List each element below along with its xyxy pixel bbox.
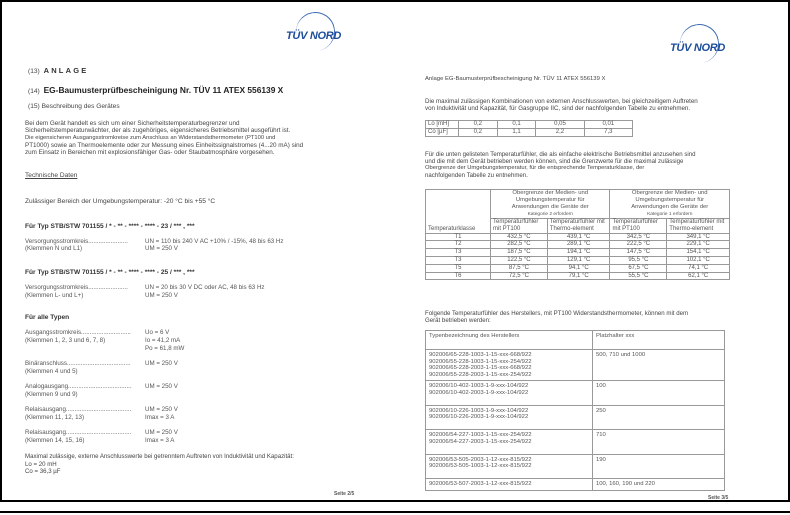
binary-input-terminals: (Klemmen 4 und 5) <box>25 368 78 375</box>
type-designation: 902006/65-228-1003-1-15-xxx-668/922 <box>429 352 532 358</box>
temperature-value-cell: 102,1 °C <box>667 256 730 264</box>
placeholder-value-cell: 190 <box>593 454 725 479</box>
type-designation: 902006/10-402-1003-1-9-xxx-104/922 <box>429 383 529 389</box>
type-25-heading: Für Typ STB/STW 701155 / * - ** - **** - **** - 25 / *** , *** <box>25 269 195 276</box>
manufacturer-sensor-table <box>425 330 725 491</box>
section-14-heading: (14) EG-Baumusterprüfbescheinigung Nr. TÜV 11 ATEX 556139 X <box>28 85 284 95</box>
table-row <box>426 381 725 406</box>
temperature-value-cell: 349,1 °C <box>667 233 730 241</box>
table-header-row <box>426 190 730 219</box>
binary-input: Binäranschluss..................................... UM = 250 V <box>25 360 178 367</box>
page-number: Seite 3/5 <box>708 495 729 501</box>
section-13-heading: (13) ANLAGE <box>28 66 89 75</box>
all-types-heading: Für alle Typen <box>25 314 70 321</box>
temperature-intro: Für die unten gelisteten Temperaturfühler, die als einfache elektrische Betriebsmittel anzusehen sind und die mit dem Gerät betrieben werden können, sind die Grenzwerte für die maximal zulässige Obergrenze der Umgebungstemperatur, für die entsprechende Temperaturklasse, der nachfolgenden Tabelle zu entnehmen. <box>425 151 696 179</box>
table-row <box>426 241 730 249</box>
relay-output-1-terminals: (Klemmen 11, 12, 13) Imax = 3 A <box>25 414 175 421</box>
technical-data-heading: Technische Daten <box>25 172 78 179</box>
temperature-value-cell: 74,1 °C <box>667 264 730 272</box>
col-thermo: Temperaturfühler mit Thermo-element <box>667 219 730 234</box>
placeholder-value-cell: 710 <box>593 430 725 455</box>
col-pt100: Temperaturfühler mit PT100 <box>610 219 667 234</box>
page-2 <box>4 2 397 500</box>
temperature-value-cell: 79,1 °C <box>547 272 610 280</box>
output-circuit-power: Po = 61,8 mW <box>145 345 185 352</box>
table-row <box>426 454 725 479</box>
ambient-temperature: Zulässiger Bereich der Umgebungstemperatur: -20 °C bis +55 °C <box>25 198 216 205</box>
relay-output-2-terminals: (Klemmen 14, 15, 16) Imax = 3 A <box>25 437 175 444</box>
temperature-value-cell: 282,5 °C <box>491 241 548 249</box>
type-designation: 902006/55-228-1003-1-15-xxx-254/922 <box>429 358 532 365</box>
col-temperature-class: Temperaturklasse <box>426 190 491 234</box>
col-placeholder: Platzhalter xxx <box>593 331 725 350</box>
placeholder-value-cell: 500, 710 und 1000 <box>593 350 725 381</box>
table-row <box>426 264 730 272</box>
temperature-value-cell: 187,5 °C <box>491 249 548 257</box>
type-designation: 902006/10-226-1003-1-9-xxx-104/922 <box>429 407 529 414</box>
col-thermo: Temperaturfühler mit Thermo-element <box>547 219 610 234</box>
category-1-header: Obergrenze der Medien- und Umgebungstemperatur für Anwendungen die Geräte der Kategorie 1 erfordern <box>610 190 730 219</box>
logo-arc-icon <box>293 9 338 54</box>
temperature-value-cell: 154,1 °C <box>667 249 730 257</box>
temperature-value-cell: 194,1 °C <box>547 249 610 257</box>
type-25-terminals: (Klemmen L- und L+) UM = 250 V <box>25 292 178 299</box>
max-values-text: Maximal zulässige, externe Anschlusswerte bei getrenntem Auftreten von Induktivität und Kapazität: <box>25 453 294 460</box>
max-co: Co = 36,3 µF <box>25 468 61 475</box>
device-description: Bei dem Gerät handelt es sich um einer Sicherheitstemperaturbegrenzer und Sicherheitstemperaturwächter, der als zugehöriges, eigensicheres Betriebsmittel ausgeführt ist. Die eigensicheren Ausgangsstromkreise zum Anschluss an Widerstandsthermometer (PT100 und PT1000) sowie an Thermoelemente oder zur Messung eines Einheitssignalstromes (4...20 mA) sind zum Einsatz in Bereichen mit explosionsfähiger Gas- oder Staubatmosphäre vorgesehen. <box>25 120 304 157</box>
temperature-value-cell: 289,1 °C <box>547 241 610 249</box>
temperature-value-cell: 55,5 °C <box>610 272 667 280</box>
table-row <box>426 350 725 381</box>
max-lo: Lo = 20 mH <box>25 461 57 468</box>
table-row <box>426 272 730 280</box>
type-23-terminals: (Klemmen N und L1) UM = 250 V <box>25 245 178 252</box>
table-row <box>426 249 730 257</box>
type-designation-cell <box>426 454 593 479</box>
type-designation: 902006/54-227-1003-1-15-xxx-254/922 <box>429 432 532 438</box>
relay-output-1: Relaisausgang...................................... UM = 250 V <box>25 406 178 413</box>
table-row <box>426 405 725 430</box>
table-row <box>426 256 730 264</box>
page-header: Anlage EG-Baumusterprüfbescheinigung Nr. TÜV 11 ATEX 556139 X <box>425 76 606 82</box>
table-row: Co [µF] 0,2 1,1 2,2 7,3 <box>426 129 633 137</box>
temperature-class-cell: T3 <box>426 249 491 257</box>
table-header-row <box>426 331 725 350</box>
type-23-supply: Versorgungsstromkreis....................... UN = 110 bis 240 V AC +10% / -15%, 48 bis 63 Hz <box>25 238 284 245</box>
placeholder-value-cell: 100, 160, 190 und 220 <box>593 479 725 491</box>
placeholder-value-cell: 100 <box>593 381 725 406</box>
temperature-class-cell: T6 <box>426 272 491 280</box>
temperature-value-cell: 439,1 °C <box>547 233 610 241</box>
type-25-supply: Versorgungsstromkreis....................... UN = 20 bis 30 V DC oder AC, 48 bis 63 Hz <box>25 284 265 291</box>
temperature-value-cell: 87,5 °C <box>491 264 548 272</box>
temperature-value-cell: 62,1 °C <box>667 272 730 280</box>
lc-intro: Die maximal zulässigen Kombinationen von externen Anschlusswerten, bei gleichzeitigem Auftreten von Induktivität und Kapazität, für Gasgruppe IIC, sind der nachfolgenden Tabelle zu entnehmen. <box>425 98 698 113</box>
type-designation-cell <box>426 405 593 430</box>
table-row: Lo [mH] 0,2 0,1 0,05 0,01 <box>426 121 633 129</box>
type-23-heading: Für Typ STB/STW 701155 / * - ** - **** - **** - 23 / *** , *** <box>25 223 195 230</box>
type-designation-cell <box>426 350 593 381</box>
manufacturer-intro: Folgende Temperaturfühler des Herstellers, mit PT100 Widerstandsthermometer, können mit dem Gerät betrieben werden: <box>425 310 689 324</box>
output-circuit: Ausgangsstromkreis............................. Uo = 6 V <box>25 329 170 336</box>
analog-output-terminals: (Klemmen 9 und 9) <box>25 391 78 398</box>
temperature-value-cell: 72,5 °C <box>491 272 548 280</box>
type-designation-cell <box>426 430 593 455</box>
type-designation: 902006/53-505-1003-1-12-xxx-815/922 <box>429 463 532 469</box>
type-designation: 902006/10-226-2003-1-9-xxx-104/922 <box>429 414 529 420</box>
temperature-class-cell: T1 <box>426 233 491 241</box>
page-number: Seite 2/5 <box>334 491 355 497</box>
type-designation: 902006/54-227-2003-1-15-xxx-254/922 <box>429 438 532 445</box>
section-15-heading: (15) Beschreibung des Gerätes <box>28 103 120 110</box>
type-designation-cell <box>426 381 593 406</box>
temperature-class-cell: T5 <box>426 264 491 272</box>
table-row <box>426 233 730 241</box>
type-designation: 902006/55-228-2003-1-15-xxx-254/922 <box>429 371 532 378</box>
type-designation: 902006/53-505-2003-1-12-xxx-815/922 <box>429 456 532 463</box>
page-3 <box>397 2 788 500</box>
temperature-value-cell: 129,1 °C <box>547 256 610 264</box>
placeholder-value-cell: 250 <box>593 405 725 430</box>
temperature-value-cell: 342,5 °C <box>610 233 667 241</box>
category-2-header: Obergrenze der Medien- und Umgebungstemperatur für Anwendungen die Geräte der Kategorie 2 erfordern <box>491 190 610 219</box>
relay-output-2: Relaisausgang...................................... UM = 250 V <box>25 429 178 436</box>
temperature-value-cell: 222,5 °C <box>610 241 667 249</box>
temperature-value-cell: 67,5 °C <box>610 264 667 272</box>
logo-arc-icon <box>677 21 722 66</box>
temperature-value-cell: 95,5 °C <box>610 256 667 264</box>
table-row <box>426 430 725 455</box>
type-designation: 902006/53-507-2003-1-12-xxx-815/922 <box>429 481 532 487</box>
col-pt100: Temperaturfühler mit PT100 <box>491 219 548 234</box>
temperature-class-table <box>425 189 730 280</box>
temperature-class-cell: T3 <box>426 256 491 264</box>
analog-output: Analogausgang..................................... UM = 250 V <box>25 383 178 390</box>
tuv-nord-logo: TÜV NORD <box>286 30 341 42</box>
temperature-value-cell: 229,1 °C <box>667 241 730 249</box>
temperature-value-cell: 94,1 °C <box>547 264 610 272</box>
temperature-value-cell: 122,5 °C <box>491 256 548 264</box>
temperature-value-cell: 147,5 °C <box>610 249 667 257</box>
tuv-nord-logo: TÜV NORD <box>670 42 725 54</box>
table-row <box>426 479 725 491</box>
type-designation-cell <box>426 479 593 491</box>
temperature-class-cell: T2 <box>426 241 491 249</box>
type-designation: 902006/65-228-2003-1-15-xxx-668/922 <box>429 365 532 371</box>
col-type-designation: Typenbezeichnung des Herstellers <box>426 331 593 350</box>
output-circuit-terminals: (Klemmen 1, 2, 3 und 6, 7, 8) Io = 41,2 mA <box>25 337 181 344</box>
lc-combination-table <box>425 120 633 137</box>
type-designation: 902006/10-402-2003-1-9-xxx-104/922 <box>429 389 529 396</box>
temperature-value-cell: 432,5 °C <box>491 233 548 241</box>
window-bottom-border <box>0 511 790 513</box>
